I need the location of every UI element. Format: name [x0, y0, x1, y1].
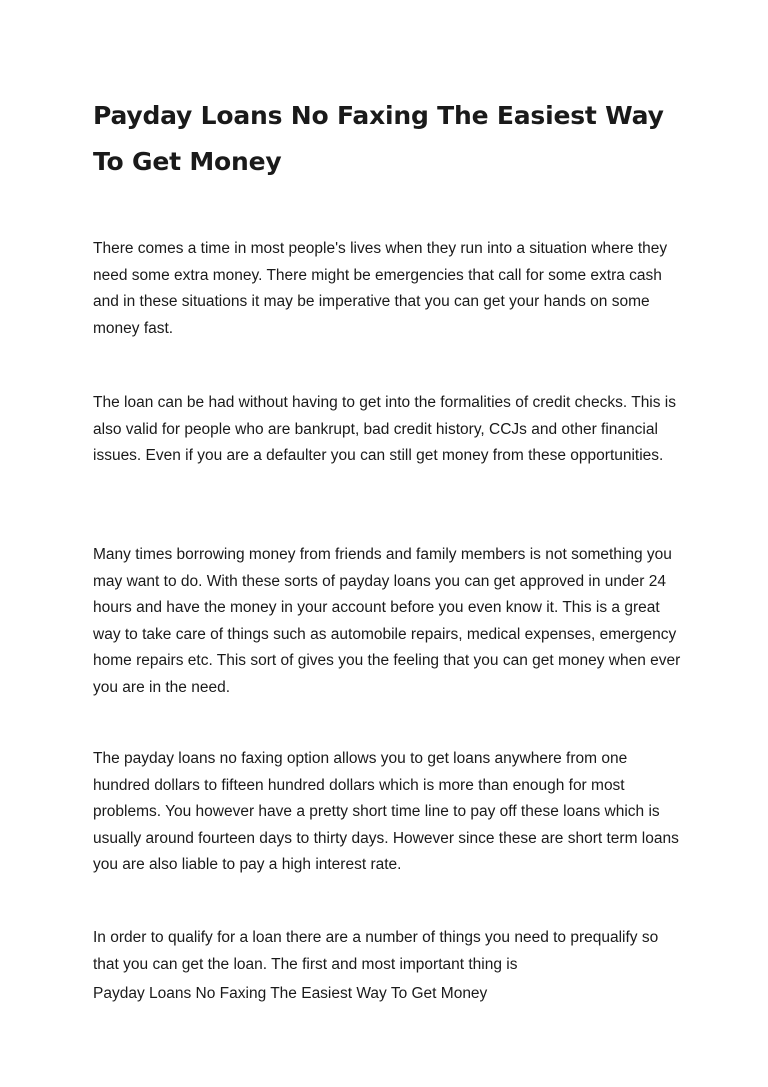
page-footer: Payday Loans No Faxing The Easiest Way To Get Money: [93, 985, 488, 1002]
paragraph-4: The payday loans no faxing option allows you to get loans anywhere from one hundred dollars to fifteen hundred dollars which is more than enough for most problems. You however have a pretty short time line to pay off these loans which is usually around fourteen days to thirty days. However since these are short term loans you are also liable to pay a high interest rate.: [93, 750, 679, 874]
paragraph-3: Many times borrowing money from friends and family members is not something you may want to do. With these sorts of payday loans you can get approved in under 24 hours and have the money in your account before you even know it. This is a great way to take care of things such as automobile repairs, medical expenses, emergency home repairs etc. This sort of gives you the feeling that you can get money when ever you are in the need.: [93, 546, 681, 696]
document-title: Payday Loans No Faxing The Easiest Way To Get Money: [93, 101, 664, 176]
paragraph-5: In order to qualify for a loan there are a number of things you need to prequalify so that you can get the loan. The first and most important thing is: [93, 929, 659, 973]
paragraph-1: There comes a time in most people's lives when they run into a situation where they need some extra money. There might be emergencies that call for some extra cash and in these situations it may be imperative that you can get your hands on some money fast.: [93, 240, 668, 337]
paragraph-2: The loan can be had without having to get into the formalities of credit checks. This is also valid for people who are bankrupt, bad credit history, CCJs and other financial issues. Even if you are a defaulter you can still get money from these opportunities.: [93, 394, 677, 465]
